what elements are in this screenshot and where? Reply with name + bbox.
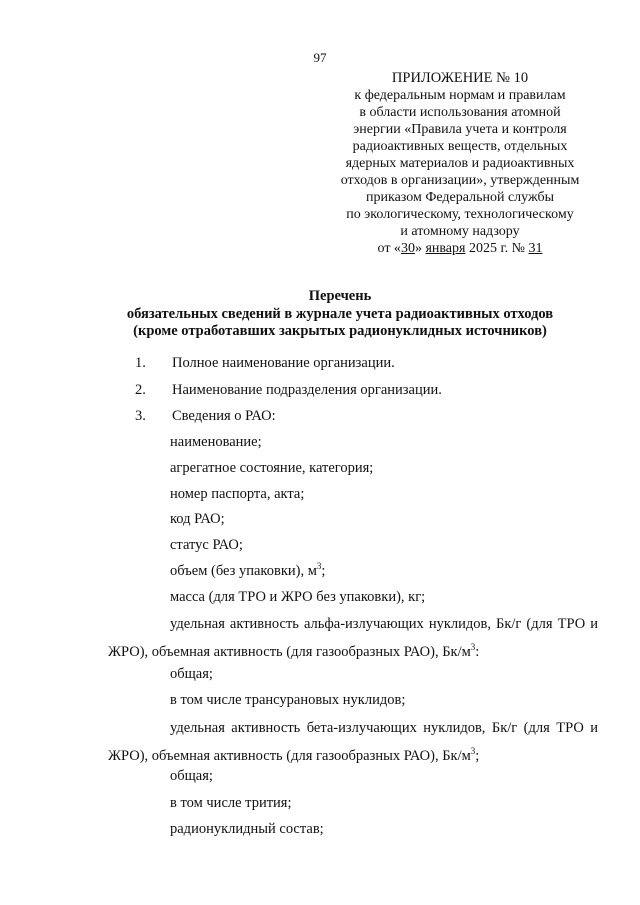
sub-item-name: наименование; xyxy=(170,434,262,450)
volume-end: ; xyxy=(321,563,326,579)
item-number-2: 2. xyxy=(135,382,146,398)
date-year: 2025 г. № xyxy=(465,241,529,256)
date-month: января xyxy=(425,241,466,256)
sub-item-mass: масса (для ТРО и ЖРО без упаковки), кг; xyxy=(170,589,426,605)
sub-item-beta-activity xyxy=(108,714,598,770)
approval-date-line xyxy=(320,240,600,257)
sub-item-total-1: общая; xyxy=(170,666,213,682)
alpha-end: : xyxy=(475,644,480,660)
date-mid: » xyxy=(414,241,426,256)
sub-item-tritium: в том числе трития; xyxy=(170,795,292,811)
appendix-line: энергии «Правила учета и контроля xyxy=(353,122,567,137)
sub-item-total-2: общая; xyxy=(170,768,213,784)
order-number: 31 xyxy=(528,241,543,256)
heading-line-1: Перечень xyxy=(308,288,372,304)
sub-item-alpha-activity xyxy=(108,610,598,666)
sub-item-status: статус РАО; xyxy=(170,537,243,553)
appendix-line: по экологическому, технологическому xyxy=(346,207,574,222)
alpha-text: удельная активность альфа-излучающих нуклидов, Бк/г (для ТРО и ЖРО), объемная активность (для газообразных РАО), Бк/м xyxy=(108,616,598,660)
beta-text: удельная активность бета-излучающих нуклидов, Бк/г (для ТРО и ЖРО), объемная активность (для газообразных РАО), Бк/м xyxy=(108,720,598,764)
appendix-line: приказом Федеральной службы xyxy=(366,190,554,205)
sub-item-state: агрегатное состояние, категория; xyxy=(170,460,374,476)
appendix-title: ПРИЛОЖЕНИЕ № 10 xyxy=(391,70,529,86)
appendix-line: ядерных материалов и радиоактивных xyxy=(345,156,575,171)
appendix-block xyxy=(320,70,600,257)
appendix-line: радиоактивных веществ, отдельных xyxy=(352,139,568,154)
volume-text: объем (без упаковки), м xyxy=(170,563,317,579)
page-number: 97 xyxy=(313,50,327,65)
heading-line-2: обязательных сведений в журнале учета радиоактивных отходов xyxy=(126,305,554,322)
item-number-3: 3. xyxy=(135,408,146,424)
sub-item-code: код РАО; xyxy=(170,511,225,527)
sub-item-composition: радионуклидный состав; xyxy=(170,821,324,837)
date-day: 30 xyxy=(400,241,415,256)
sub-item-passport: номер паспорта, акта; xyxy=(170,486,305,502)
sub-item-volume xyxy=(170,563,325,580)
volume-superscript: 3 xyxy=(316,561,322,571)
item-text-3: Сведения о РАО: xyxy=(172,408,276,424)
beta-end: ; xyxy=(475,748,480,764)
item-text-1: Полное наименование организации. xyxy=(172,355,395,371)
appendix-line: отходов в организации», утвержденным xyxy=(340,173,580,188)
appendix-line: и атомному надзору xyxy=(400,224,520,239)
item-number-1: 1. xyxy=(135,355,146,371)
date-prefix: от « xyxy=(377,241,401,256)
beta-superscript: 3 xyxy=(470,746,476,756)
item-text-2: Наименование подразделения организации. xyxy=(172,382,442,398)
heading-line-3: (кроме отработавших закрытых радионуклидных источников) xyxy=(133,323,547,339)
appendix-line: в области использования атомной xyxy=(359,105,561,120)
sub-item-transuranic: в том числе трансурановых нуклидов; xyxy=(170,692,406,708)
alpha-superscript: 3 xyxy=(470,642,476,652)
document-heading xyxy=(0,288,640,341)
appendix-line: к федеральным нормам и правилам xyxy=(354,88,566,103)
